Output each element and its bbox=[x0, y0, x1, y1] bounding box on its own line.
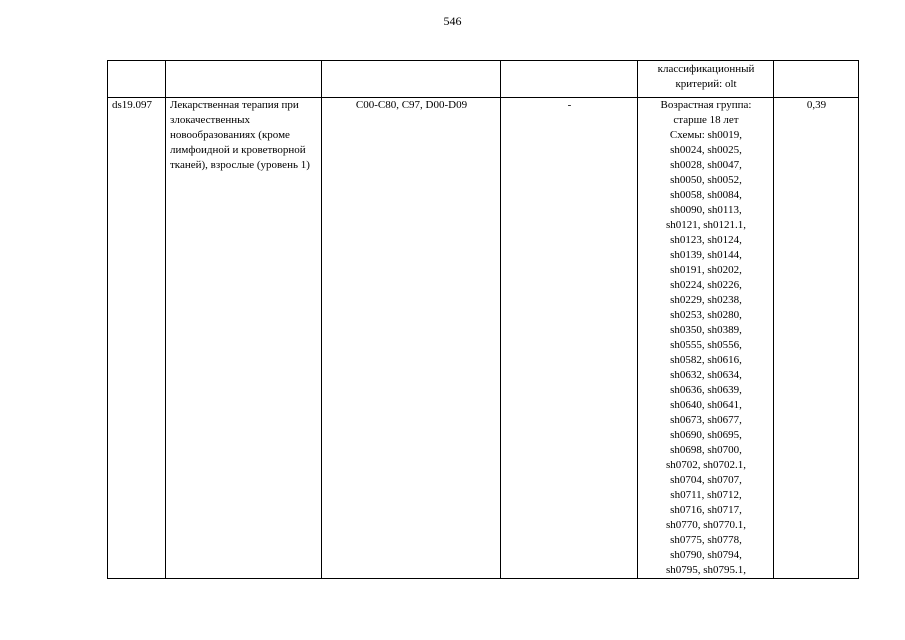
criteria-line: sh0050, sh0052, bbox=[670, 174, 742, 186]
criteria-line: sh0673, sh0677, bbox=[670, 414, 742, 426]
criteria-line: sh0775, sh0778, bbox=[670, 534, 742, 546]
empty-cell bbox=[166, 61, 322, 98]
table-row bbox=[108, 98, 859, 579]
criteria-line: sh0229, sh0238, bbox=[670, 294, 742, 306]
criteria-line: sh0702, sh0702.1, bbox=[665, 459, 747, 471]
page-number: 546 bbox=[443, 14, 462, 28]
criteria-line: sh0555, sh0556, bbox=[670, 339, 742, 351]
criteria-line: sh0698, sh0700, bbox=[670, 444, 742, 456]
criteria-line: Возрастная группа: bbox=[660, 99, 752, 111]
criteria-line: sh0582, sh0616, bbox=[670, 354, 742, 366]
criteria-line: sh0770, sh0770.1, bbox=[665, 519, 747, 531]
criteria-line: sh0636, sh0639, bbox=[670, 384, 742, 396]
table-row-continued bbox=[108, 61, 859, 98]
criteria-line: Схемы: sh0019, bbox=[669, 129, 743, 141]
criteria-line: sh0028, sh0047, bbox=[670, 159, 742, 171]
criteria-line: sh0090, sh0113, bbox=[670, 204, 742, 216]
classification-criteria-cell: классификационный критерий: olt bbox=[638, 61, 774, 98]
criteria-line: sh0024, sh0025, bbox=[670, 144, 742, 156]
coefficient-cell: 0,39 bbox=[774, 98, 859, 579]
criteria-line: sh0795, sh0795.1, bbox=[665, 564, 747, 576]
empty-cell bbox=[774, 61, 859, 98]
other-criterion-cell: - bbox=[501, 98, 638, 579]
criteria-line: sh0716, sh0717, bbox=[670, 504, 742, 516]
icd-codes-cell: C00-C80, C97, D00-D09 bbox=[322, 98, 501, 579]
criteria-line: sh0224, sh0226, bbox=[670, 279, 742, 291]
criteria-line: sh0253, sh0280, bbox=[670, 309, 742, 321]
empty-cell bbox=[501, 61, 638, 98]
criteria-line: sh0350, sh0389, bbox=[670, 324, 742, 336]
criteria-line: sh0690, sh0695, bbox=[670, 429, 742, 441]
code-cell: ds19.097 bbox=[108, 98, 166, 579]
criteria-line: sh0704, sh0707, bbox=[670, 474, 742, 486]
criteria-line: sh0058, sh0084, bbox=[670, 189, 742, 201]
criteria-line: sh0123, sh0124, bbox=[670, 234, 742, 246]
criteria-line: sh0139, sh0144, bbox=[670, 249, 742, 261]
criteria-line: sh0121, sh0121.1, bbox=[665, 219, 747, 231]
tariff-table bbox=[107, 60, 859, 579]
empty-cell bbox=[322, 61, 501, 98]
criteria-line: sh0711, sh0712, bbox=[670, 489, 742, 501]
criteria-lines bbox=[642, 98, 770, 578]
name-cell: Лекарственная терапия при злокачественных новообразованиях (кроме лимфоидной и кроветворной тканей), взрослые (уровень 1) bbox=[166, 98, 322, 579]
criteria-line: sh0640, sh0641, bbox=[670, 399, 742, 411]
criteria-line: sh0790, sh0794, bbox=[670, 549, 742, 561]
criteria-line: старше 18 лет bbox=[673, 114, 739, 126]
empty-cell bbox=[108, 61, 166, 98]
criteria-line: sh0632, sh0634, bbox=[670, 369, 742, 381]
criteria-line: sh0191, sh0202, bbox=[670, 264, 742, 276]
criteria-cell bbox=[638, 98, 774, 579]
